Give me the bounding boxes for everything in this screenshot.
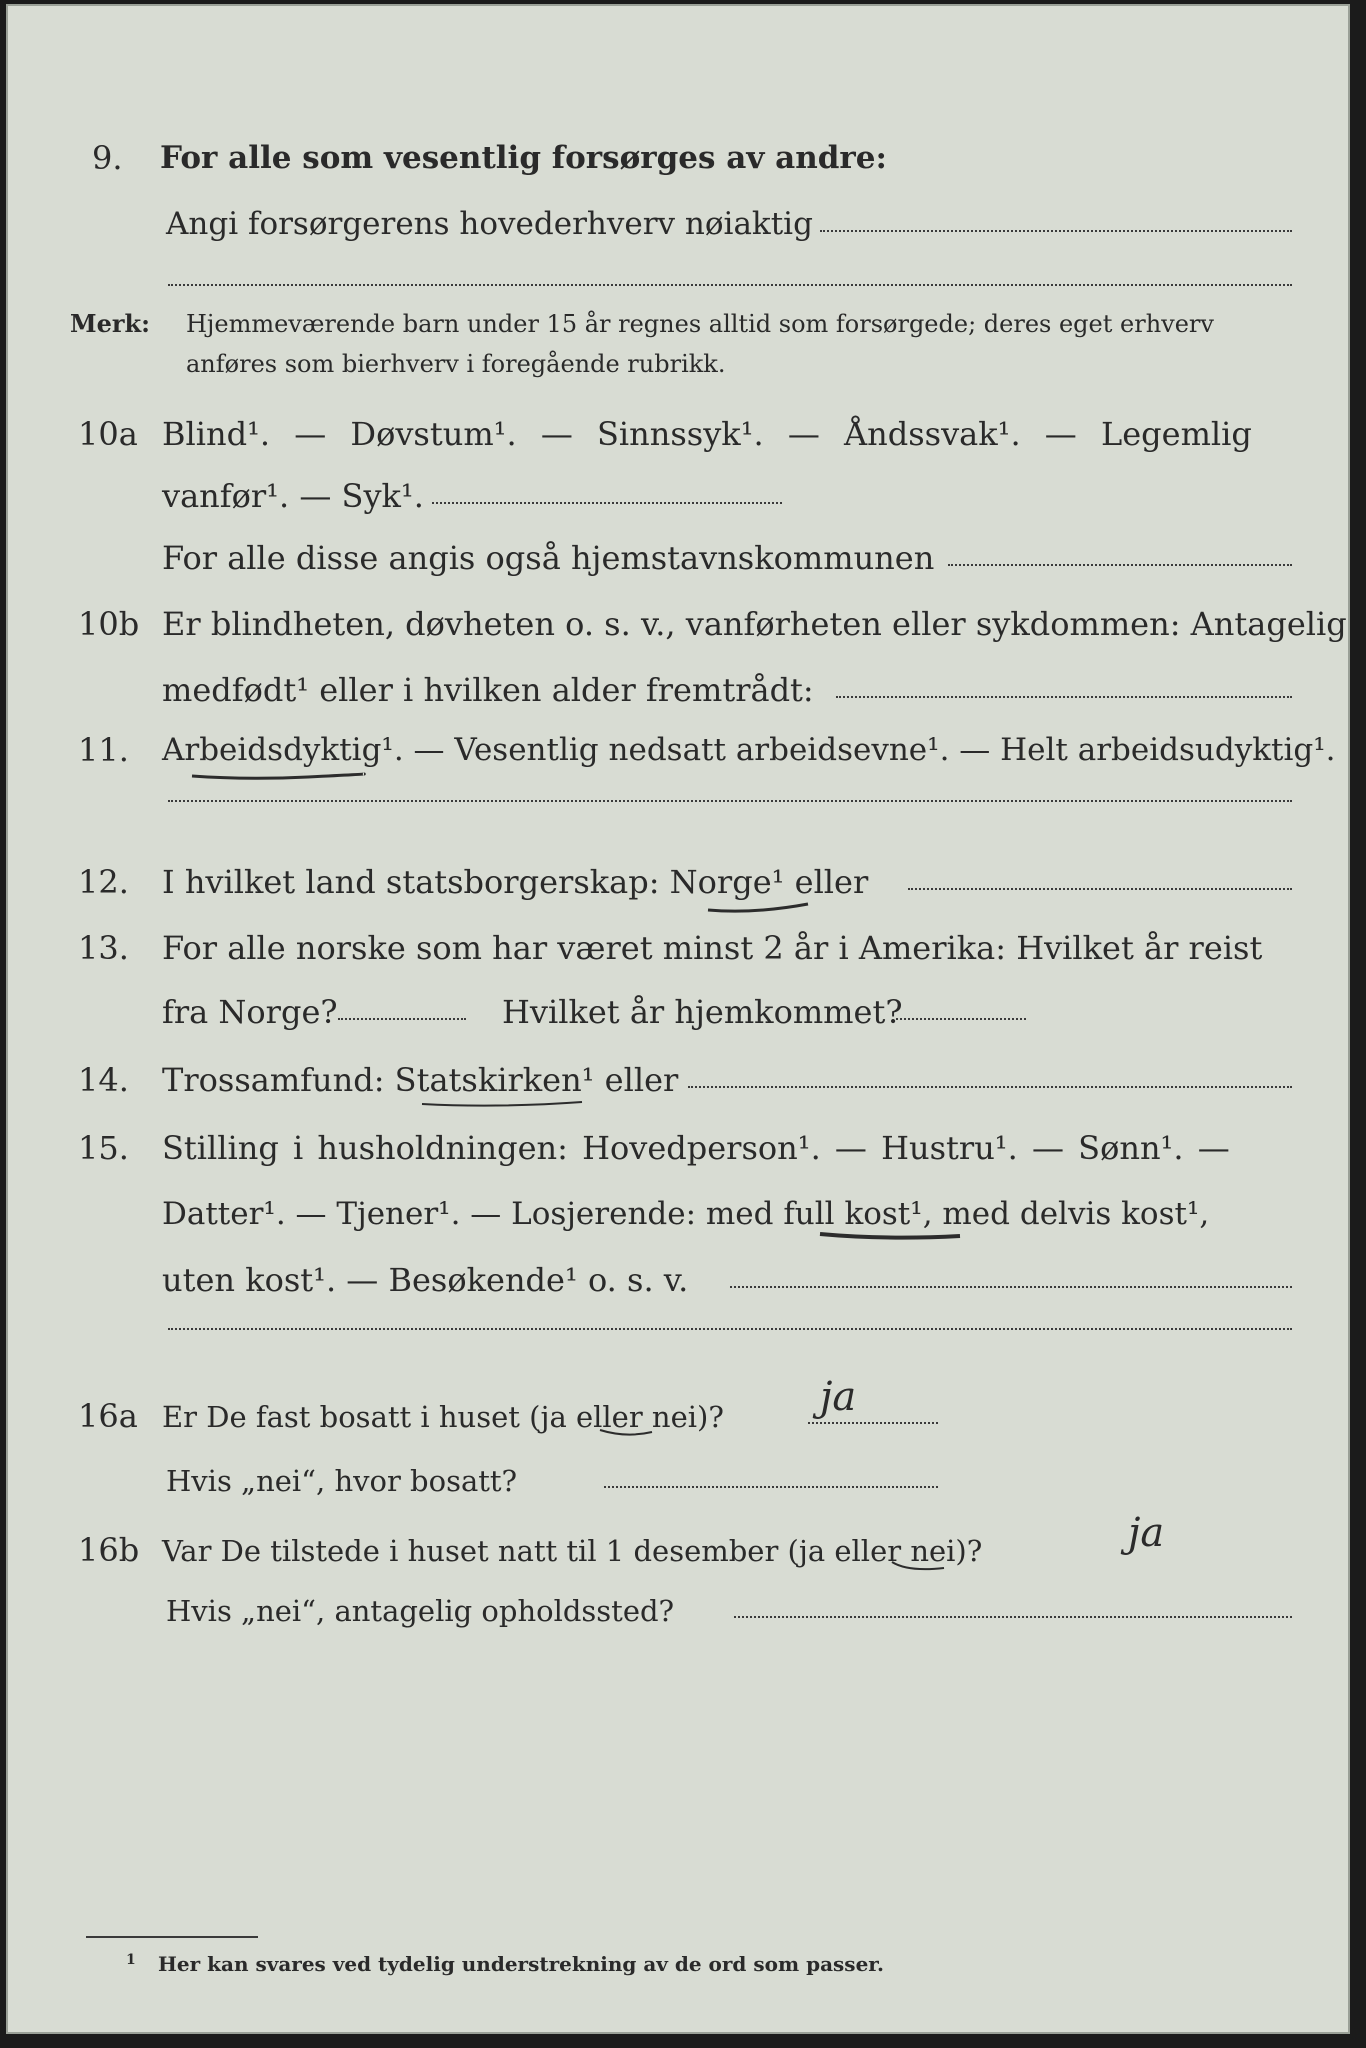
q9-sub: Angi forsørgerens hovederhverv nøiaktig <box>166 206 813 242</box>
q16b-handwritten-answer: ja <box>1128 1510 1165 1556</box>
merk-row-2 <box>8 342 1352 382</box>
q16a-where-line <box>604 1486 938 1488</box>
q13-text-2b: Hvilket år hjemkommet? <box>502 993 903 1031</box>
q16b-where-line <box>734 1616 1292 1618</box>
q12-text: I hvilket land statsborgerskap: Norge¹ eller <box>162 863 869 901</box>
q14-row <box>8 1046 1352 1102</box>
footnote-text: Her kan svares ved tydelig understrekning av de ord som passer. <box>158 1952 884 1976</box>
q10b-text-2: medfødt¹ eller i hvilken alder fremtrådt: <box>162 671 814 709</box>
q11-extra-line-row <box>8 776 1352 816</box>
q9-extra-line-row <box>8 240 1352 300</box>
merk-text-2: anføres som bierhverv i foregående rubrikk. <box>186 350 726 378</box>
q15-extra-line-row <box>8 1300 1352 1344</box>
q11-answer-line <box>168 800 1292 802</box>
q10b-text-1: Er blindheten, døvheten o. s. v., vanførheten eller sykdommen: Antagelig <box>162 605 1347 643</box>
q11-row-1 <box>8 716 1352 772</box>
q13-text-2a: fra Norge? <box>162 993 338 1031</box>
q10a-text-3: For alle disse angis også hjemstavnskommunen <box>162 539 935 577</box>
q9-title-row <box>8 124 1352 180</box>
q15-text-1: Stilling i husholdningen: Hovedperson¹. — Hustru¹. — Sønn¹. — <box>162 1129 1230 1167</box>
q16a-answer-line <box>808 1422 938 1424</box>
q16a-text-2: Hvis „nei“, hvor bosatt? <box>166 1464 518 1498</box>
q10a-row-2 <box>8 462 1352 518</box>
q10a-answer-line <box>432 502 782 504</box>
q11-number: 11. <box>78 731 129 769</box>
q15-text-3: uten kost¹. — Besøkende¹ o. s. v. <box>162 1261 689 1299</box>
census-form-page <box>6 4 1350 2034</box>
q12-number: 12. <box>78 863 129 901</box>
q15-row-3 <box>8 1246 1352 1302</box>
q15-row-2 <box>8 1180 1352 1236</box>
q10b-answer-line <box>836 696 1292 698</box>
q15-number: 15. <box>78 1129 129 1167</box>
q9-number: 9. <box>92 139 123 177</box>
q10a-home-line <box>948 564 1292 566</box>
q13-row-1 <box>8 914 1352 970</box>
q14-number: 14. <box>78 1061 129 1099</box>
q14-text: Trossamfund: Statskirken¹ eller <box>162 1061 679 1099</box>
q9-sub-row <box>8 190 1352 246</box>
q16a-handwritten-answer: ja <box>820 1374 857 1420</box>
q16a-row-1 <box>8 1382 1352 1438</box>
q16b-text-2: Hvis „nei“, antagelig opholdssted? <box>166 1594 675 1628</box>
q14-answer-line <box>688 1086 1292 1088</box>
q15-row-1 <box>8 1114 1352 1170</box>
q10b-number: 10b <box>78 605 140 643</box>
q12-row <box>8 848 1352 904</box>
q13-number: 13. <box>78 929 129 967</box>
q15-answer-line-2 <box>168 1328 1292 1330</box>
q13-text-1: For alle norske som har været minst 2 år i Amerika: Hvilket år reist <box>162 929 1263 967</box>
q10a-text-1: Blind¹. — Døvstum¹. — Sinnssyk¹. — Åndssvak¹. — Legemlig <box>162 415 1252 453</box>
q16b-number: 16b <box>78 1531 140 1569</box>
merk-label: Merk: <box>70 309 150 338</box>
q15-answer-line <box>730 1286 1292 1288</box>
q10a-row-1 <box>8 400 1352 456</box>
footnote-mark: 1 <box>126 1952 136 1968</box>
q10a-text-2: vanfør¹. — Syk¹. <box>162 477 424 515</box>
q13-row-2 <box>8 978 1352 1034</box>
q16b-text-1: Var De tilstede i huset natt til 1 desember (ja eller nei)? <box>162 1534 983 1568</box>
q9-answer-line <box>820 230 1292 232</box>
q10b-row-1 <box>8 590 1352 646</box>
q16a-text-1: Er De fast bosatt i huset (ja eller nei)? <box>162 1400 724 1434</box>
q16a-number: 16a <box>78 1397 138 1435</box>
q16b-row-2 <box>8 1576 1352 1632</box>
q9-answer-line-2 <box>168 284 1292 286</box>
q10a-number: 10a <box>78 415 138 453</box>
q13-left-line <box>338 1018 466 1020</box>
q16a-row-2 <box>8 1446 1352 1502</box>
merk-row-1 <box>8 302 1352 342</box>
q12-answer-line <box>908 888 1292 890</box>
q11-text: Arbeidsdyktig¹. — Vesentlig nedsatt arbeidsevne¹. — Helt arbeidsudyktig¹. <box>162 732 1336 768</box>
q9-title: For alle som vesentlig forsørges av andre: <box>160 140 887 176</box>
footnote-rule <box>86 1936 258 1938</box>
q15-text-2: Datter¹. — Tjener¹. — Losjerende: med full kost¹, med delvis kost¹, <box>162 1196 1210 1232</box>
merk-text-1: Hjemmeværende barn under 15 år regnes alltid som forsørgede; deres eget erhverv <box>186 310 1214 338</box>
q10b-row-2 <box>8 656 1352 712</box>
q13-right-line <box>896 1018 1026 1020</box>
q10a-row-3 <box>8 524 1352 580</box>
